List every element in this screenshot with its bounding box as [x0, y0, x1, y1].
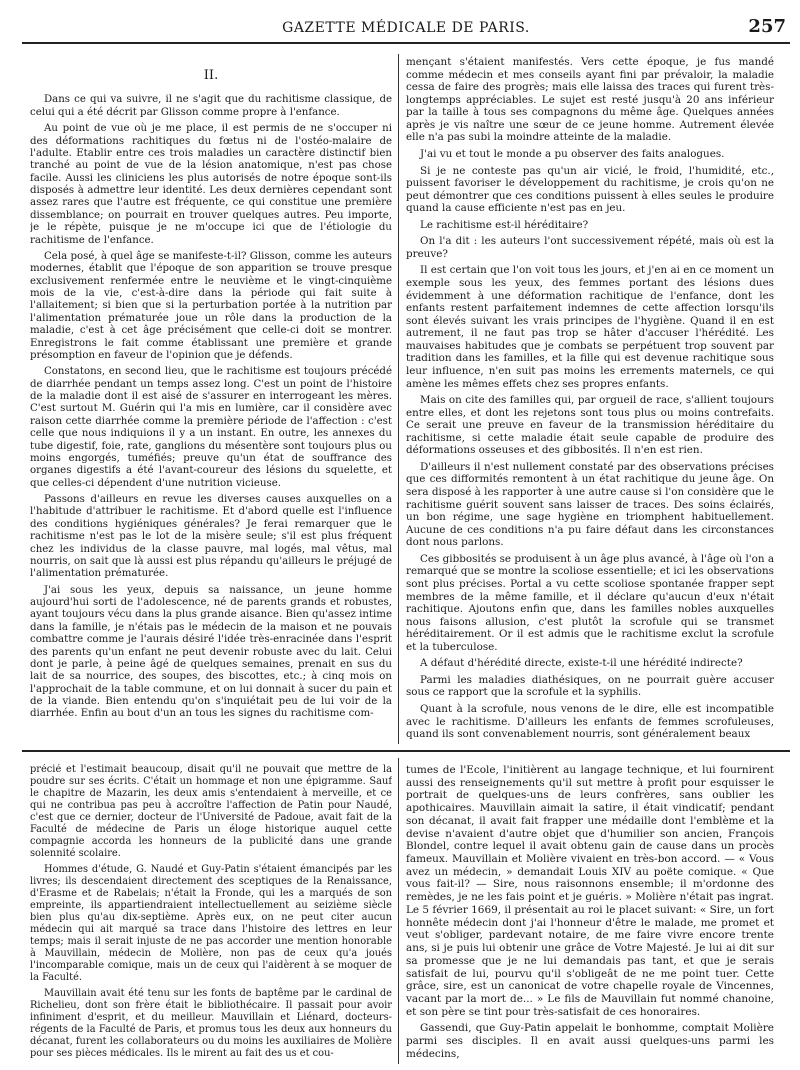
column-divider [398, 758, 399, 1064]
page-number: 257 [748, 16, 786, 37]
paragraph: tumes de l'Ecole, l'initièrent au langage technique, et lui fournirent aussi des renseignements qu'il sut mettre à profit pour esquisser le portrait de quelques-uns de leurs confrères, sans oublier les apothicaires. Mauvillain aimait la satire, il était vindicatif; pendant son décanat, il avait fait frapper une médaille dont l'emblème et la devise n'avaient d'autre objet que d'humilier son ancien, François Blondel, contre lequel il avait obtenu gain de cause dans un procès fameux. Mauvillain et Molière vivaient en très-bon accord. — « Vous avez un médecin, » demandait Louis XIV au poëte comique. « Que vous fait-il? — Sire, nous raisonnons ensemble; il m'ordonne des remèdes, je ne les fais point et je guéris. » Molière n'était pas ingrat. Le 5 février 1669, il présentait au roi le placet suivant: « Sire, un fort honnête médecin dont j'ai l'honneur d'être le malade, me promet et veut s'obliger, pardevant notaire, de me faire vivre encore trente ans, si je puis lui obtenir une grâce de Votre Majesté. Je lui ai dit sur sa promesse que je ne lui demandais pas tant, et que je serais satisfait de lui, pourvu qu'il s'obligeât de ne me point tuer. Cette grâce, sire, est un canonicat de votre chapelle royale de Vincennes, vacant par la mort de... » Le fils de Mauvillain fut nommé chanoine, et son père se tint pour très-satisfait de ces honoraires. [406, 764, 774, 1018]
paragraph: Constatons, en second lieu, que le rachitisme est toujours précédé de diarrhée pendant un temps assez long. C'est un point de l'histoire de la maladie dont il est aisé de s'assurer en interrogeant les mères. C'est surtout M. Guérin qui l'a mis en lumière, car il considère avec raison cette diarrhée comme la première période de l'affection : c'est celle que nous indiquions il y a un instant. En outre, les annexes du tube digestif, foie, rate, ganglions du mésentère sont toujours plus ou moins engorgés, tuméfiés; preuve qu'un état de souffrance des organes digestifs a été l'avant-coureur des lésions du squelette, et que celles-ci dépendent d'une nutrition vicieuse. [30, 366, 392, 489]
paragraph: On l'a dit : les auteurs l'ont successivement répété, mais où est la preuve? [406, 235, 774, 260]
section-divider [22, 750, 790, 752]
paragraph: Gassendi, que Guy-Patin appelait le bonhomme, comptait Molière parmi ses disciples. Il en avait aussi quelques-uns parmi les médecins, [406, 1022, 774, 1060]
column-divider [398, 54, 399, 744]
paragraph: Le rachitisme est-il héréditaire? [420, 218, 589, 231]
paragraph: Hommes d'étude, G. Naudé et Guy-Patin s'étaient émancipés par les livres; ils descendaient directement des sceptiques de la Renaissance, d'Erasme et de Rabelais; n'était la Fronde, qui les a marqués de son empreinte, ils appartiendraient intellectuellement au seizième siècle bien plus qu'au dix-septième. Après eux, on ne peut citer aucun médecin qui ait marqué sa trace dans l'histoire des lettres en leur temps; mais il serait injuste de ne pas accorder une mention honorable à Mauvillain, médecin de Molière, non pas de ceux qu'a joués l'incomparable comique, mais un de ceux qui l'aidèrent à se moquer de la Faculté. [30, 864, 392, 983]
paragraph: A défaut d'hérédité directe, existe-t-il une hérédité indirecte? [420, 657, 743, 670]
paragraph: J'ai vu et tout le monde a pu observer des faits analogues. [420, 147, 725, 160]
paragraph: Dans ce qui va suivre, il ne s'agit que du rachitisme classique, de celui qui a été décrit par Glisson comme propre à l'enfance. [30, 94, 392, 118]
paragraph: précié et l'estimait beaucoup, disait qu'il ne pouvait que mettre de la poudre sur ses écrits. C'était un hommage et non une épigramme. Sauf le chapitre de Mazarin, les deux amis s'entendaient à merveille, et ce qui ne contribua pas peu à accroître l'affection de Patin pour Naudé, c'est que ce dernier, docteur de l'Université de Padoue, avait fait de la Faculté de médecine de Paris un éloge historique auquel cette compagnie accorda les honneurs de la publicité dans une grande solennité scolaire. [30, 764, 392, 859]
paragraph: Cela posé, à quel âge se manifeste-t-il? Glisson, comme les auteurs modernes, établit que l'époque de son apparition se trouve presque exclusivement renfermée entre le neuvième et le vingt-cinquième mois de la vie, c'est-à-dire dans la période qui fait suite à l'allaitement; si bien que si la perturbation portée à la nutrition par l'alimentation prématurée joue un rôle dans la production de la maladie, c'est à cet âge précisément que celle-ci doit se montrer. Enregistrons le fait comme établissant une première et grande présomption en faveur de l'opinion que je défends. [30, 250, 392, 361]
paragraph: Ces gibbosités se produisent à un âge plus avancé, à l'âge où l'on a remarqué que se montre la scoliose essentielle; et ici les observations sont plus précises. Portal a vu cette scoliose spontanée frapper sept membres de la même famille, et il déclare qu'aucun d'eux n'était rachitique. Ajoutons enfin que, dans les familles nobles auxquelles nous faisons allusion, c'est plutôt la scrofule qui se transmet héréditairement. Or il est admis que le rachitisme exclut la scrofule et la tuberculose. [406, 552, 774, 653]
page-header [22, 14, 790, 44]
paragraph: mençant s'étaient manifestés. Vers cette époque, je fus mandé comme médecin et mes conseils ayant fini par prévaloir, la maladie cessa de faire des progrès; mais elle laissa des traces qui furent très-longtemps appréciables. Le sujet est resté jusqu'à 20 ans inférieur par la taille à tous ses compagnons du même âge. Quelques années après je vis naître une sœur de ce jeune homme. Autrement élevée elle n'a pas subi la moindre atteinte de la maladie. [406, 56, 774, 144]
paragraph: Parmi les maladies diathésiques, on ne pourrait guère accuser sous ce rapport que la scrofule et la syphilis. [406, 673, 774, 699]
paragraph: Mais on cite des familles qui, par orgueil de race, s'allient toujours entre elles, et dont les rejetons sont tous plus ou moins contrefaits. Ce serait une preuve en faveur de la transmission héréditaire du rachitisme, si cette maladie était seule capable de produire des déformations osseuses et des gibbosités. Il n'en est rien. [406, 394, 774, 457]
paragraph: Passons d'ailleurs en revue les diverses causes auxquelles on a l'habitude d'attribuer le rachitisme. Et d'abord quelle est l'influence des conditions hygiéniques générales? Je ferai remarquer que le rachitisme n'est pas le lot de la misère seule; s'il est plus fréquent chez les individus de la classe pauvre, mal logés, mal vêtus, mal nourris, on sait que là aussi est plus répandu qu'ailleurs le préjugé de l'alimentation prématurée. [30, 494, 392, 580]
paragraph: Si je ne conteste pas qu'un air vicié, le froid, l'humidité, etc., puissent favoriser le développement du rachitisme, je crois qu'on ne peut démontrer que ces conditions puissent à elles seules le produire quand la cause efficiente n'est pas en jeu. [406, 164, 774, 215]
paragraph: J'ai sous les yeux, depuis sa naissance, un jeune homme aujourd'hui sorti de l'adolescence, né de parents grands et robustes, ayant toujours vécu dans la plus grande aisance. Bien qu'assez intime dans la famille, je n'étais pas le médecin de la maison et ne pouvais combattre comme je l'aurais désiré l'idée très-enracinée dans l'esprit des parents qu'un enfant ne peut devenir robuste avec du lait. Celui dont je parle, à peine âgé de quelques semaines, prenait en sus du lait de sa nourrice, des soupes, des biscottes, etc.; à cinq mois on l'approchait de la table commune, et on lui donnait à sucer du pain et de la viande. Bien entendu qu'on s'inquiétait peu de lui voir de la diarrhée. Enfin au bout d'un an tous les signes du rachitisme com- [30, 584, 392, 720]
paragraph: Il est certain que l'on voit tous les jours, et j'en ai en ce moment un exemple sous les yeux, des femmes portant des lésions dues évidemment à une déformation rachitique de l'enfance, dont les enfants restent parfaitement indemnes de cette affection lorsqu'ils sont élevés suivant les vrais principes de l'hygiène. Quand il en est autrement, il ne faut pas trop se hâter d'accuser l'hérédité. Les mauvaises habitudes que je combats se perpétuent trop souvent par tradition dans les familles, et la fille qui est devenue rachitique sous leur influence, n'en suit pas moins les errements maternels, ce qui amène les mêmes effets chez ses propres enfants. [406, 264, 774, 390]
section-heading: II. [203, 68, 219, 83]
column-bottom-right [406, 764, 774, 1064]
paragraph: D'ailleurs il n'est nullement constaté par des observations précises que ces difformités remontent à un état rachitique du jeune âge. On sera disposé à les rapporter à une autre cause si l'on considère que le rachitisme guérit souvent sans laisser de traces. Des soins éclairés, un bon régime, une sage hygiène en triomphent habituellement. Aucune de ces conditions n'a pu faire défaut dans les circonstances dont nous parlons. [406, 460, 774, 549]
publication-title: GAZETTE MÉDICALE DE PARIS. [282, 20, 530, 36]
paragraph: Au point de vue où je me place, il est permis de ne s'occuper ni des déformations rachitiques du fœtus ni de l'ostéo-malaire de l'adulte. Etablir entre ces trois maladies un caractère distinctif bien tranché au point de vue de la lésion anatomique, n'est pas chose facile. Aussi les cliniciens les plus autorisés de notre époque sont-ils disposés à admettre leur identité. Les deux dernières cependant sont assez rares que l'autre est fréquente, ce qui constitue une première dissemblance; on pourrait en trouver quelques autres. Peu importe, je le répète, puisque je ne m'occupe ici que de l'étiologie du rachitisme de l'enfance. [30, 123, 392, 246]
column-bottom-left [30, 764, 392, 1064]
column-top-right [406, 56, 774, 744]
paragraph: Quant à la scrofule, nous venons de le dire, elle est incompatible avec le rachitisme. D'ailleurs les enfants de femmes scrofuleuses, quand ils sont convenablement nourris, sont généralement beaux [406, 703, 774, 741]
column-top-left [30, 62, 392, 744]
paragraph: Mauvillain avait été tenu sur les fonts de baptême par le cardinal de Richelieu, dont son frère était le bibliothécaire. Il passait pour avoir infiniment d'esprit, et du meilleur. Mauvillain et Liénard, docteurs-régents de la Faculté de Paris, et promus tous les deux aux honneurs du décanat, furent les collaborateurs ou du moins les auxiliaires de Molière pour ses pièces médicales. Ils le mirent au fait des us et cou- [30, 988, 392, 1059]
